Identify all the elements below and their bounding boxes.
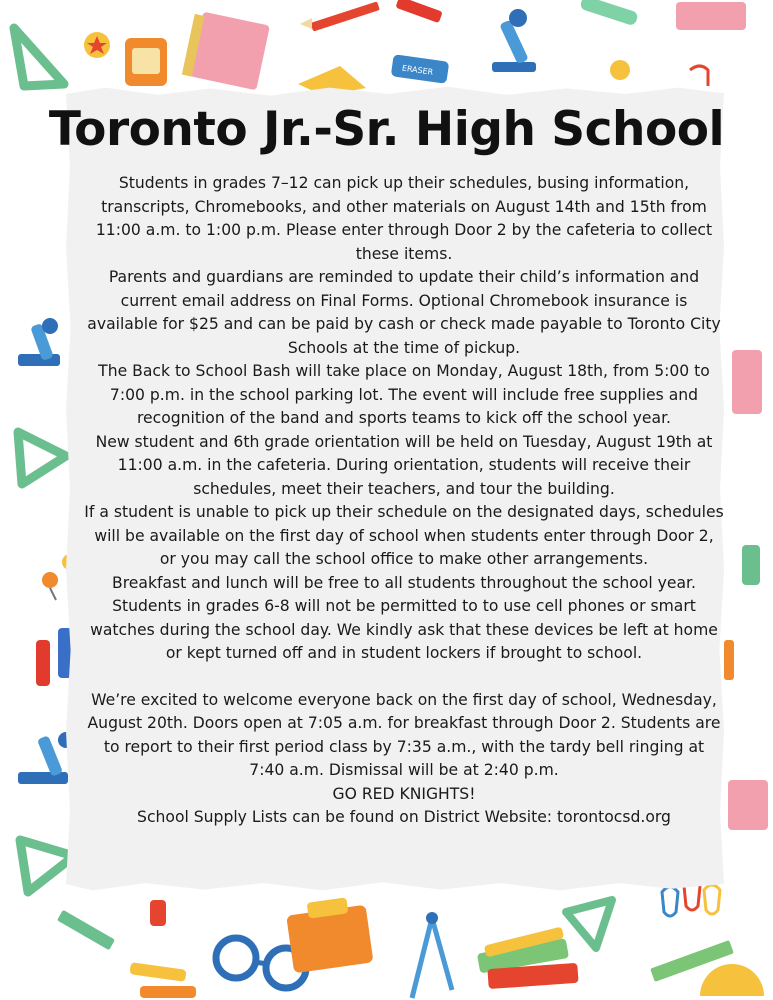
test-tube-icon — [579, 0, 638, 26]
paper-clip-icon — [690, 66, 708, 86]
final-forms-paragraph: Parents and guardians are reminded to update their child’s information and current email address on Final Forms. Optional Chromebook insurance is available for $25 and can be paid by cash or check made payable to Toronto City Schools at the time of pickup. — [87, 268, 721, 357]
notebook-icon — [732, 350, 762, 414]
meals-and-phones-paragraph: Breakfast and lunch will be free to all students throughout the school year. Students in grades 6-8 will not be permitted to to use cell phones or smart watches during the school day. We kindly ask that these devices be left at home or kept turned off and in student lockers if brought to school. — [90, 573, 718, 662]
eraser-icon — [150, 900, 166, 926]
eraser-icon — [391, 54, 450, 84]
crayon-icon — [129, 962, 196, 998]
star-badge-icon — [610, 60, 630, 80]
notebook-icon — [676, 2, 746, 30]
crayon-icon — [395, 0, 442, 23]
announcement-body — [84, 172, 724, 830]
microscope-icon — [492, 9, 536, 72]
triangle-ruler-icon — [20, 840, 74, 892]
ruler-icon — [57, 910, 115, 950]
books-icon — [477, 927, 579, 990]
notebook-icon — [728, 780, 768, 830]
back-to-school-bash-paragraph: The Back to School Bash will take place on Monday, August 18th, from 5:00 to 7:00 p.m. in the school parking lot. The event will include free supplies and recognition of the band and sports teams to kick off the school year. — [98, 362, 710, 427]
schedule-pickup-paragraph: Students in grades 7–12 can pick up their schedules, busing information, transcripts, Chromebooks, and other materials on August 14th and 15th from 11:00 a.m. to 1:00 p.m. Please enter through Door 2 by the cafeteria to collect these items. — [95, 174, 713, 263]
triangle-ruler-icon — [18, 432, 66, 484]
pencil-icon — [300, 1, 380, 31]
protractor-icon — [700, 964, 764, 996]
spacer — [84, 666, 724, 689]
notebook-icon — [182, 12, 270, 91]
star-badge-icon — [84, 32, 110, 58]
crayon-icon — [724, 545, 760, 680]
slogan: GO RED KNIGHTS! — [332, 784, 476, 803]
school-title: Toronto Jr.-Sr. High School — [48, 102, 725, 157]
microscope-icon — [18, 318, 60, 366]
crayon-icon — [36, 628, 72, 686]
orientation-paragraph: New student and 6th grade orientation will be held on Tuesday, August 19th at 11:00 a.m. in the cafeteria. During orientation, students will receive their schedules, meet their teachers, and tour the building. — [95, 432, 713, 498]
triangle-ruler-icon — [14, 28, 64, 86]
first-day-paragraph: We’re excited to welcome everyone back on the first day of school, Wednesday, August 20th. Doors open at 7:05 a.m. for breakfast through Door 2. Students are to report to their first period class by 7:35 a.m., with the tardy bell ringing at 7:40 a.m. Dismissal will be at 2:40 p.m. — [87, 690, 721, 779]
eraser-label: ERASER — [401, 63, 434, 77]
glue-box-icon — [125, 38, 167, 86]
supply-list-paragraph: School Supply Lists can be found on District Website: torontocsd.org — [137, 808, 671, 826]
folder-icon — [286, 897, 373, 973]
schedule-alternative-paragraph: If a student is unable to pick up their schedule on the designated days, schedules will be available on the first day of school when students enter through Door 2, or you may call the school office to make other arrangements. — [84, 503, 724, 568]
compass-icon — [412, 912, 452, 998]
microscope-icon — [18, 732, 74, 784]
triangle-ruler-icon — [566, 900, 612, 948]
